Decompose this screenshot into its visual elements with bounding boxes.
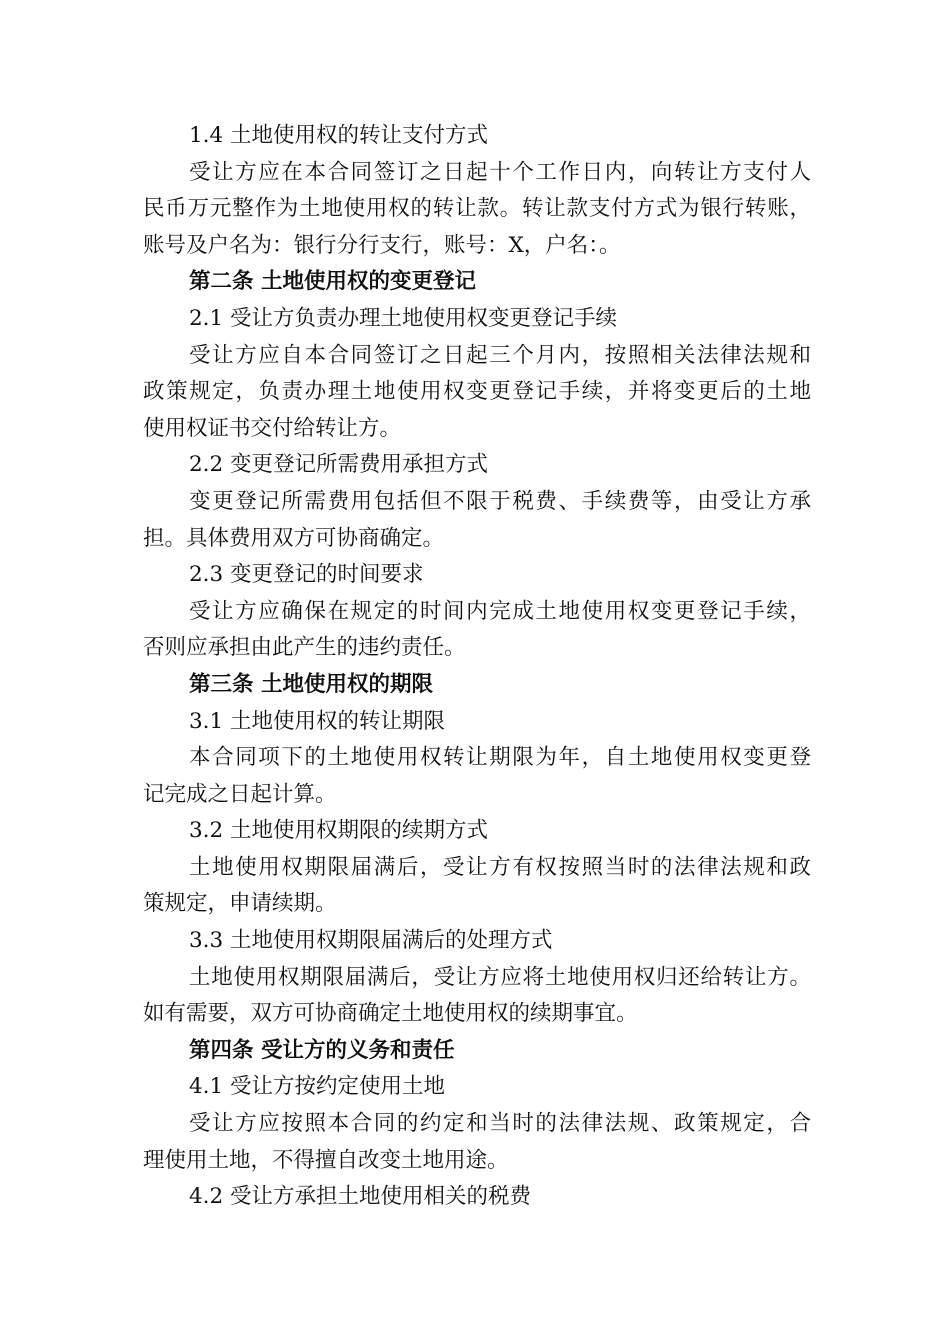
text-line: 账号及户名为：银行分行支行，账号：X，户名：。 bbox=[143, 232, 621, 258]
text-line: 2.3 变更登记的时间要求 bbox=[189, 562, 424, 588]
text-line: 4.1 受让方按约定使用土地 bbox=[189, 1074, 446, 1100]
text-line: 土地使用权期限届满后，受让方有权按照当时的法律法规和政 bbox=[189, 854, 811, 880]
section-heading: 第二条 土地使用权的变更登记 bbox=[189, 269, 476, 295]
text-line: 否则应承担由此产生的违约责任。 bbox=[143, 635, 466, 661]
text-line: 3.2 土地使用权期限的续期方式 bbox=[189, 818, 489, 844]
text-line: 3.3 土地使用权期限届满后的处理方式 bbox=[189, 928, 553, 954]
text-line: 变更登记所需费用包括但不限于税费、手续费等，由受让方承 bbox=[189, 488, 811, 514]
text-line: 策规定，申请续期。 bbox=[143, 891, 337, 917]
text-line: 担。具体费用双方可协商确定。 bbox=[143, 525, 445, 551]
text-line: 使用权证书交付给转让方。 bbox=[143, 415, 402, 441]
section-heading: 第四条 受让方的义务和责任 bbox=[189, 1037, 455, 1063]
text-line: 1.4 土地使用权的转让支付方式 bbox=[189, 123, 489, 148]
text-line: 受让方应在本合同签订之日起十个工作日内，向转让方支付人 bbox=[189, 159, 811, 185]
text-line: 民币万元整作为土地使用权的转让款。转让款支付方式为银行转账， bbox=[143, 196, 811, 222]
section-heading: 第三条 土地使用权的期限 bbox=[189, 671, 433, 697]
text-line: 3.1 土地使用权的转让期限 bbox=[189, 708, 446, 734]
text-line: 受让方应确保在规定的时间内完成土地使用权变更登记手续， bbox=[189, 598, 811, 624]
text-line: 理使用土地，不得擅自改变土地用途。 bbox=[143, 1147, 509, 1173]
text-line: 受让方应自本合同签订之日起三个月内，按照相关法律法规和 bbox=[189, 342, 811, 368]
text-line: 本合同项下的土地使用权转让期限为年，自土地使用权变更登 bbox=[189, 745, 811, 771]
text-line: 2.1 受让方负责办理土地使用权变更登记手续 bbox=[189, 305, 618, 331]
text-line: 如有需要，双方可协商确定土地使用权的续期事宜。 bbox=[143, 1001, 638, 1027]
text-line: 政策规定，负责办理土地使用权变更登记手续，并将变更后的土地 bbox=[143, 379, 811, 405]
text-line: 4.2 受让方承担土地使用相关的税费 bbox=[189, 1184, 532, 1210]
document-body bbox=[143, 118, 811, 1216]
text-line: 记完成之日起计算。 bbox=[143, 781, 337, 807]
text-line: 土地使用权期限届满后，受让方应将土地使用权归还给转让方。 bbox=[189, 964, 811, 990]
text-line: 受让方应按照本合同的约定和当时的法律法规、政策规定，合 bbox=[189, 1111, 811, 1137]
text-line: 2.2 变更登记所需费用承担方式 bbox=[189, 452, 489, 478]
